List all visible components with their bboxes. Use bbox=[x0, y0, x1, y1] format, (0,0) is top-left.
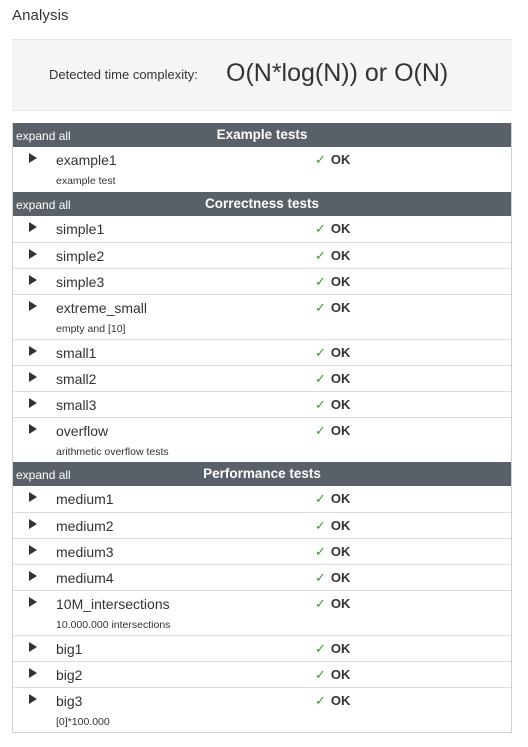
test-result bbox=[315, 248, 350, 264]
test-name: big2 bbox=[56, 667, 83, 683]
test-name: medium4 bbox=[56, 570, 114, 586]
test-name: medium2 bbox=[56, 518, 114, 534]
group-title-example: Example tests bbox=[216, 127, 308, 142]
test-status: OK bbox=[330, 491, 351, 506]
check-icon: ✓ bbox=[315, 274, 326, 289]
test-result bbox=[315, 221, 350, 237]
check-icon: ✓ bbox=[315, 345, 326, 360]
test-result bbox=[315, 544, 350, 560]
test-status: OK bbox=[330, 300, 351, 315]
expand-triangle-icon[interactable] bbox=[29, 372, 37, 382]
test-description: arithmetic overflow tests bbox=[56, 446, 169, 458]
expand-triangle-icon[interactable] bbox=[29, 571, 37, 581]
test-status: OK bbox=[330, 518, 351, 533]
test-row[interactable] bbox=[13, 486, 511, 512]
test-result bbox=[315, 491, 350, 507]
expand-triangle-icon[interactable] bbox=[29, 668, 37, 678]
expand-all-example-button[interactable]: expand all bbox=[16, 129, 71, 143]
check-icon: ✓ bbox=[315, 152, 326, 167]
check-icon: ✓ bbox=[315, 693, 326, 708]
test-result bbox=[315, 641, 350, 657]
expand-triangle-icon[interactable] bbox=[29, 301, 37, 311]
expand-triangle-icon[interactable] bbox=[29, 642, 37, 652]
test-name: medium1 bbox=[56, 491, 114, 507]
test-result bbox=[315, 397, 350, 413]
check-icon: ✓ bbox=[315, 570, 326, 585]
group-title-correctness: Correctness tests bbox=[204, 196, 320, 211]
test-row[interactable] bbox=[13, 391, 511, 417]
group-header-correctness bbox=[13, 192, 511, 216]
test-results-table bbox=[12, 123, 512, 733]
test-status: OK bbox=[330, 345, 351, 360]
check-icon: ✓ bbox=[315, 641, 326, 656]
check-icon: ✓ bbox=[315, 371, 326, 386]
test-result bbox=[315, 152, 350, 168]
test-status: OK bbox=[330, 274, 351, 289]
test-description: example test bbox=[56, 175, 116, 187]
test-result bbox=[315, 371, 350, 387]
test-status: OK bbox=[330, 221, 351, 236]
check-icon: ✓ bbox=[315, 518, 326, 533]
test-name: small1 bbox=[56, 345, 97, 361]
test-description: 10.000.000 intersections bbox=[56, 619, 171, 631]
expand-triangle-icon[interactable] bbox=[29, 597, 37, 607]
expand-triangle-icon[interactable] bbox=[29, 275, 37, 285]
test-result bbox=[315, 274, 350, 290]
expand-triangle-icon[interactable] bbox=[29, 519, 37, 529]
test-row[interactable] bbox=[13, 365, 511, 391]
test-row[interactable] bbox=[13, 564, 511, 590]
test-row[interactable] bbox=[13, 294, 511, 339]
test-row[interactable] bbox=[13, 417, 511, 462]
test-row[interactable] bbox=[13, 538, 511, 564]
test-row[interactable] bbox=[13, 661, 511, 687]
group-title-performance: Performance tests bbox=[203, 466, 321, 481]
test-result bbox=[315, 300, 350, 316]
expand-triangle-icon[interactable] bbox=[29, 398, 37, 408]
test-name: simple1 bbox=[56, 221, 105, 237]
expand-triangle-icon[interactable] bbox=[29, 222, 37, 232]
complexity-label: Detected time complexity: bbox=[49, 67, 198, 82]
test-row[interactable] bbox=[13, 339, 511, 365]
test-name: extreme_small bbox=[56, 300, 148, 316]
test-status: OK bbox=[330, 152, 351, 167]
test-row[interactable] bbox=[13, 590, 511, 635]
test-status: OK bbox=[330, 693, 351, 708]
expand-triangle-icon[interactable] bbox=[29, 694, 37, 704]
test-row[interactable] bbox=[13, 147, 511, 192]
test-row[interactable] bbox=[13, 216, 511, 242]
test-description: [0]*100.000 bbox=[56, 716, 110, 728]
test-name: 10M_intersections bbox=[56, 596, 170, 612]
test-status: OK bbox=[330, 570, 351, 585]
page-title: Analysis bbox=[12, 7, 69, 24]
test-row[interactable] bbox=[13, 687, 511, 732]
expand-triangle-icon[interactable] bbox=[29, 424, 37, 434]
test-result bbox=[315, 667, 350, 683]
expand-all-performance-button[interactable]: expand all bbox=[16, 468, 71, 482]
group-header-performance bbox=[13, 462, 511, 486]
test-row[interactable] bbox=[13, 268, 511, 294]
test-name: overflow bbox=[56, 423, 109, 439]
test-result bbox=[315, 345, 350, 361]
test-status: OK bbox=[330, 667, 351, 682]
test-name: medium3 bbox=[56, 544, 114, 560]
test-row[interactable] bbox=[13, 512, 511, 538]
check-icon: ✓ bbox=[315, 423, 326, 438]
test-name: example1 bbox=[56, 152, 117, 168]
test-name: small3 bbox=[56, 397, 97, 413]
expand-all-correctness-button[interactable]: expand all bbox=[16, 198, 71, 212]
complexity-panel bbox=[12, 39, 512, 111]
check-icon: ✓ bbox=[315, 491, 326, 506]
check-icon: ✓ bbox=[315, 300, 326, 315]
check-icon: ✓ bbox=[315, 248, 326, 263]
test-row[interactable] bbox=[13, 242, 511, 268]
test-name: big1 bbox=[56, 641, 83, 657]
test-result bbox=[315, 596, 350, 612]
test-name: big3 bbox=[56, 693, 83, 709]
expand-triangle-icon[interactable] bbox=[29, 545, 37, 555]
group-header-example bbox=[13, 123, 511, 147]
test-description: empty and [10] bbox=[56, 323, 126, 335]
expand-triangle-icon[interactable] bbox=[29, 346, 37, 356]
complexity-value: O(N*log(N)) or O(N) bbox=[226, 59, 449, 87]
test-result bbox=[315, 518, 350, 534]
expand-triangle-icon[interactable] bbox=[29, 153, 37, 163]
check-icon: ✓ bbox=[315, 397, 326, 412]
test-status: OK bbox=[330, 641, 351, 656]
test-result bbox=[315, 570, 350, 586]
test-status: OK bbox=[330, 423, 351, 438]
test-name: simple3 bbox=[56, 274, 105, 290]
check-icon: ✓ bbox=[315, 596, 326, 611]
test-result bbox=[315, 423, 350, 439]
test-status: OK bbox=[330, 371, 351, 386]
test-result bbox=[315, 693, 350, 709]
test-status: OK bbox=[330, 397, 351, 412]
test-row[interactable] bbox=[13, 635, 511, 661]
check-icon: ✓ bbox=[315, 667, 326, 682]
test-name: simple2 bbox=[56, 248, 105, 264]
test-status: OK bbox=[330, 544, 351, 559]
expand-triangle-icon[interactable] bbox=[29, 249, 37, 259]
test-status: OK bbox=[330, 596, 351, 611]
check-icon: ✓ bbox=[315, 544, 326, 559]
expand-triangle-icon[interactable] bbox=[29, 492, 37, 502]
check-icon: ✓ bbox=[315, 221, 326, 236]
test-name: small2 bbox=[56, 371, 97, 387]
test-status: OK bbox=[330, 248, 351, 263]
